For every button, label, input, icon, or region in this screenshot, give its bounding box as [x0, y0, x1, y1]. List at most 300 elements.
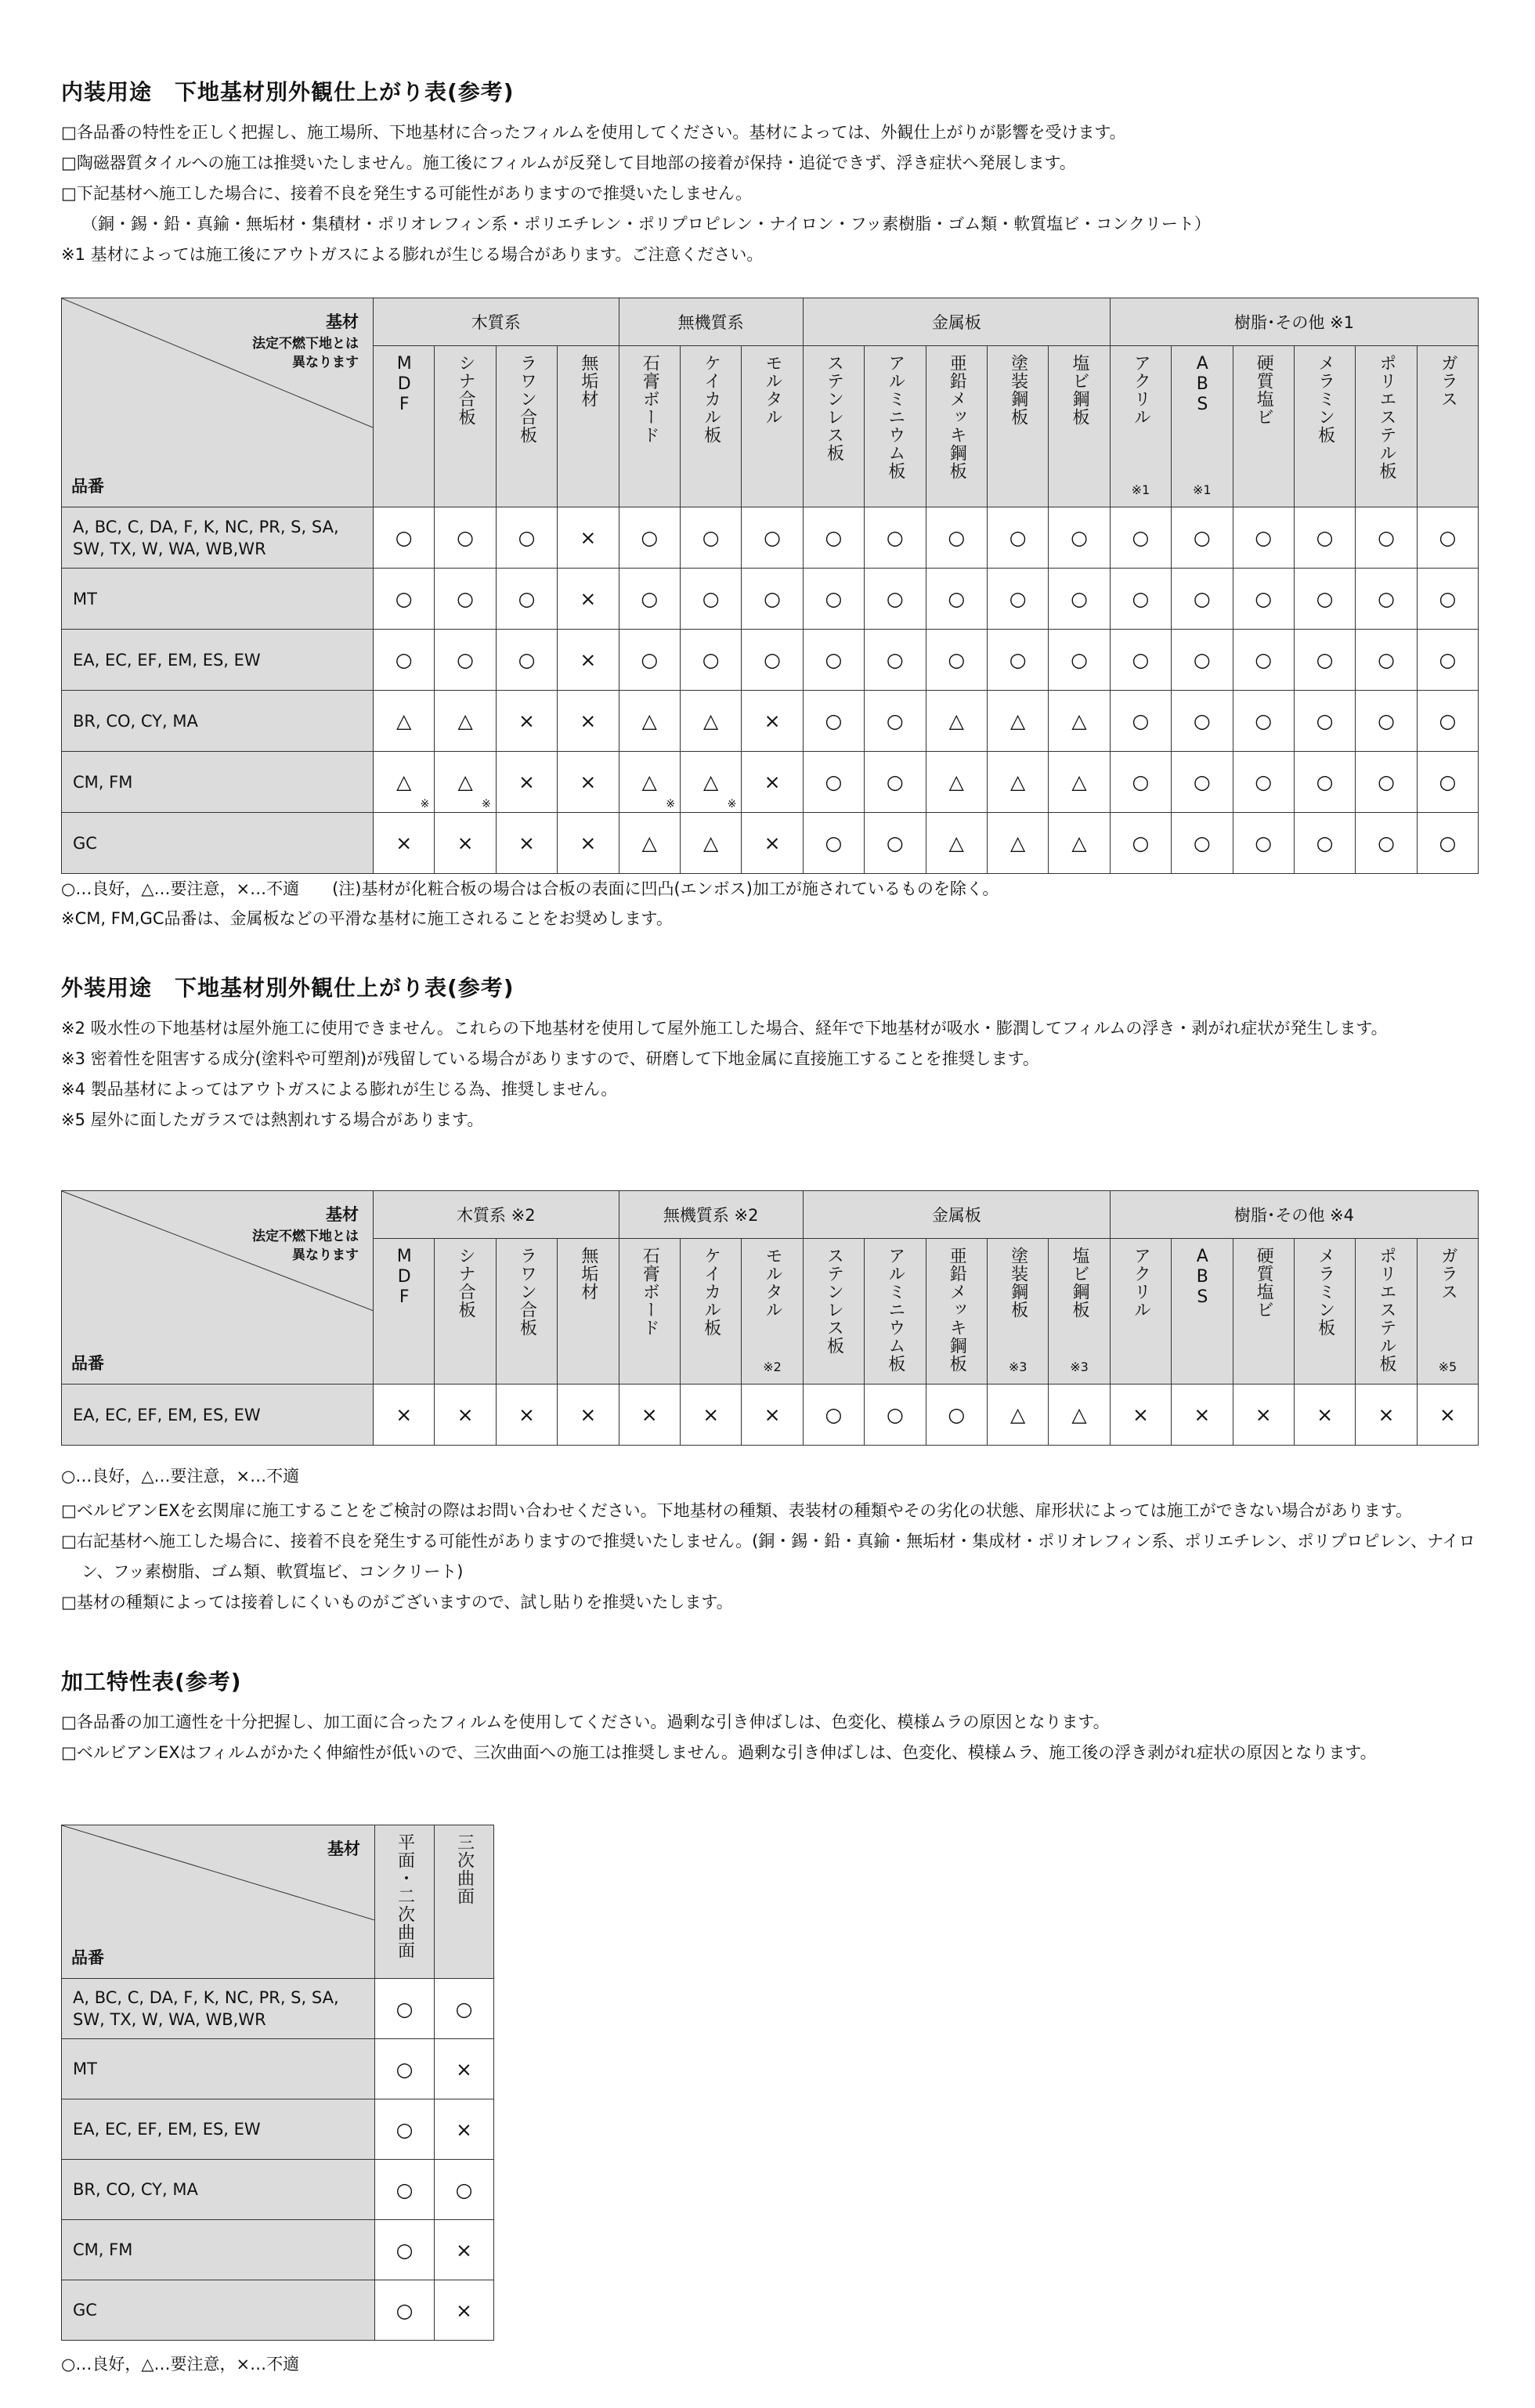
rating-mark: × — [702, 1403, 720, 1426]
rating-cell — [803, 691, 864, 752]
column-label: ポリエステル板 — [1376, 1247, 1396, 1373]
rating-mark: △ — [703, 832, 719, 854]
row-label: GC — [62, 813, 374, 874]
exterior-title: 外装用途 下地基材別外観仕上がり表(参考) — [61, 975, 515, 1001]
corner-cell — [62, 1191, 374, 1385]
column-header — [1172, 1239, 1233, 1385]
rating-mark: ○ — [457, 526, 474, 549]
rating-cell — [558, 752, 619, 813]
rating-mark: ○ — [1132, 709, 1150, 732]
rating-cell — [1356, 752, 1417, 813]
rating-cell — [803, 752, 864, 813]
rating-cell — [1172, 630, 1233, 691]
rating-mark: ○ — [518, 648, 536, 671]
exterior-after-note: □ベルビアンEXを玄関扉に施工することをご検討の際はお問い合わせください。下地基材の種類、表装材の種類やその劣化の状態、扉形状によっては施工ができない場合があります。 — [61, 1501, 1412, 1520]
rating-mark: × — [457, 832, 474, 854]
column-header — [1356, 346, 1417, 507]
rating-cell — [1049, 1385, 1110, 1446]
group-header: 木質系 — [374, 298, 619, 346]
rating-cell — [374, 1385, 435, 1446]
rating-cell — [1110, 1385, 1171, 1446]
rating-cell — [1233, 507, 1294, 569]
rating-cell — [680, 630, 741, 691]
rating-cell — [435, 2220, 494, 2280]
corner-note: 法定不燃下地とは 異なります — [252, 336, 359, 370]
group-header-row — [62, 1191, 1479, 1239]
processing-note: □ベルビアンEXはフィルムがかたく伸縮性が低いので、三次曲面への施工は推奨しません。過剰な引き伸ばしは、色変化、模様ムラ、施工後の浮き剥がれ症状の原因となります。 — [61, 1743, 1377, 1762]
rating-cell — [1417, 813, 1478, 874]
rating-mark: ○ — [1193, 648, 1211, 671]
rating-mark: × — [518, 832, 535, 854]
rating-mark: ○ — [764, 526, 781, 549]
column-label: 硬質塩ビ — [1254, 354, 1274, 426]
row-label: EA, EC, EF, EM, ES, EW — [62, 2099, 375, 2160]
rating-cell — [435, 1979, 494, 2039]
rating-mark: ○ — [764, 648, 781, 671]
column-label: MDF — [394, 1247, 414, 1308]
corner-cell — [62, 1825, 375, 1979]
column-header — [1049, 346, 1110, 507]
row-label: BR, CO, CY, MA — [62, 691, 374, 752]
rating-mark: △ — [1071, 771, 1087, 793]
rating-mark: △ — [1010, 709, 1026, 732]
rating-cell — [619, 1385, 680, 1446]
table-row — [62, 2280, 494, 2341]
rating-cell — [926, 507, 987, 569]
column-label: メラミン板 — [1315, 1247, 1335, 1337]
rating-mark: ○ — [395, 1997, 414, 2020]
rating-mark: △ — [703, 709, 719, 732]
rating-cell — [1049, 507, 1110, 569]
rating-cell — [987, 1385, 1048, 1446]
rating-mark: ○ — [1439, 587, 1457, 610]
rating-mark: ○ — [702, 648, 720, 671]
column-note: ※3 — [1070, 1359, 1089, 1374]
rating-cell — [375, 2280, 435, 2341]
rating-mark: × — [580, 587, 597, 610]
rating-footnote-mark: ※ — [482, 798, 491, 810]
corner-cell — [62, 298, 374, 507]
group-header: 無機質系 ※2 — [619, 1191, 803, 1239]
rating-cell — [435, 813, 496, 874]
rating-cell — [1233, 630, 1294, 691]
rating-cell — [865, 569, 926, 630]
rating-cell — [496, 569, 557, 630]
column-header — [1294, 1239, 1355, 1385]
column-header — [926, 346, 987, 507]
exterior-after-block — [61, 1461, 1486, 1618]
rating-mark: × — [456, 2057, 472, 2081]
rating-mark: ○ — [948, 648, 966, 671]
rating-mark: ○ — [1193, 526, 1211, 549]
rating-mark: ○ — [1193, 587, 1211, 610]
corner-kizai-label: 基材 — [327, 1839, 360, 1858]
rating-footnote-mark: ※ — [666, 798, 675, 810]
column-header — [1417, 346, 1478, 507]
group-header: 金属板 — [803, 298, 1110, 346]
rating-mark: ○ — [1255, 832, 1273, 854]
column-label: MDF — [394, 354, 414, 415]
rating-mark: × — [764, 832, 781, 854]
rating-mark: ○ — [1132, 771, 1150, 793]
column-label: アクリル — [1131, 354, 1151, 426]
rating-mark: × — [518, 1403, 535, 1426]
rating-mark: ○ — [1132, 832, 1150, 854]
column-header-row — [62, 1825, 494, 1979]
rating-cell — [1233, 813, 1294, 874]
rating-mark: ○ — [1009, 648, 1027, 671]
rating-mark: △ — [1071, 832, 1087, 854]
column-header — [496, 1239, 557, 1385]
rating-mark: ○ — [455, 1997, 473, 2020]
rating-cell — [1110, 813, 1171, 874]
column-label: 硬質塩ビ — [1254, 1247, 1274, 1319]
rating-mark: ○ — [825, 648, 843, 671]
group-header: 無機質系 — [619, 298, 803, 346]
exterior-note: ※5 屋外に面したガラスでは熱割れする場合があります。 — [61, 1110, 484, 1129]
interior-legend: ○…良好，△…要注意，×…不適 (注)基材が化粧合板の場合は合板の表面に凹凸(エンボス)加工が施されているものを除く。 — [61, 879, 999, 898]
table-row — [62, 569, 1479, 630]
rating-cell — [1172, 691, 1233, 752]
rating-cell — [865, 752, 926, 813]
processing-legend: ○…良好，△…要注意，×…不適 — [61, 2355, 300, 2374]
rating-cell — [619, 507, 680, 569]
column-label: 無垢材 — [578, 1247, 598, 1301]
rating-mark: ○ — [825, 1403, 843, 1426]
rating-mark: × — [457, 1403, 474, 1426]
rating-cell — [926, 630, 987, 691]
rating-mark: ○ — [825, 771, 843, 793]
rating-mark: ○ — [1316, 648, 1334, 671]
rating-cell — [375, 1979, 435, 2039]
rating-mark: × — [1316, 1403, 1334, 1426]
interior-table — [61, 298, 1479, 874]
rating-cell — [619, 691, 680, 752]
column-note: ※2 — [763, 1359, 782, 1374]
interior-note: ※1 基材によっては施工後にアウトガスによる膨れが生じる場合があります。ご注意ください。 — [61, 245, 764, 264]
rating-cell — [1294, 752, 1355, 813]
column-header — [619, 346, 680, 507]
processing-note: □各品番の加工適性を十分把握し、加工面に合ったフィルムを使用してください。過剰な引き伸ばしは、色変化、模様ムラの原因となります。 — [61, 1713, 1110, 1731]
rating-cell — [619, 569, 680, 630]
corner-kizai-label: 基材 — [326, 1205, 359, 1224]
exterior-after-note: □右記基材へ施工した場合に、接着不良を発生する可能性がありますので推奨いたしません。(銅・錫・鉛・真鍮・無垢材・集成材・ポリオレフィン系、ポリエチレン、ポリプロピレン、ナイロン、フッ素樹脂、ゴム類、軟質塩ビ、コンクリート) — [61, 1532, 1475, 1581]
rating-cell — [803, 1385, 864, 1446]
rating-mark: △ — [948, 832, 964, 854]
rating-mark: ○ — [1316, 587, 1334, 610]
column-header — [435, 346, 496, 507]
rating-mark: ○ — [1193, 832, 1211, 854]
rating-cell — [375, 2039, 435, 2099]
exterior-note: ※3 密着性を阻害する成分(塗料や可塑剤)が残留している場合がありますので、研磨して下地金属に直接施工することを推奨します。 — [61, 1049, 1039, 1068]
rating-mark: ○ — [395, 648, 413, 671]
interior-note: □下記基材へ施工した場合に、接着不良を発生する可能性がありますので推奨いたしません。 — [61, 184, 753, 203]
rating-mark: ○ — [457, 587, 474, 610]
rating-mark: ○ — [1255, 526, 1273, 549]
column-header — [987, 1239, 1048, 1385]
rating-cell — [558, 813, 619, 874]
rating-cell — [987, 507, 1048, 569]
rating-cell — [435, 630, 496, 691]
rating-cell — [803, 507, 864, 569]
rating-mark: ○ — [1071, 587, 1088, 610]
rating-cell — [435, 2039, 494, 2099]
rating-mark: ○ — [518, 587, 536, 610]
column-label: ABS — [1192, 354, 1212, 415]
rating-cell — [374, 691, 435, 752]
rating-cell — [558, 507, 619, 569]
processing-notes — [61, 1707, 1486, 1768]
rating-mark: ○ — [1132, 648, 1150, 671]
rating-mark: ○ — [1193, 709, 1211, 732]
rating-cell — [435, 2160, 494, 2220]
rating-mark: ○ — [948, 587, 966, 610]
corner-hinban-label: 品番 — [71, 1948, 104, 1967]
rating-cell — [435, 2280, 494, 2341]
rating-mark: ○ — [1316, 771, 1334, 793]
row-label: EA, EC, EF, EM, ES, EW — [62, 630, 374, 691]
rating-mark: × — [580, 771, 597, 793]
rating-cell — [374, 813, 435, 874]
rating-cell — [1233, 691, 1294, 752]
rating-cell — [435, 2099, 494, 2160]
rating-mark: △ — [1071, 1403, 1087, 1426]
rating-mark: ○ — [702, 587, 720, 610]
rating-cell — [619, 813, 680, 874]
row-label: CM, FM — [62, 2220, 375, 2280]
exterior-notes — [61, 1013, 1486, 1135]
rating-mark: × — [764, 1403, 781, 1426]
rating-cell — [1110, 752, 1171, 813]
rating-mark: ○ — [1193, 771, 1211, 793]
column-label: ステンレス板 — [824, 354, 844, 462]
rating-mark: ○ — [886, 771, 904, 793]
rating-mark: △ — [1010, 832, 1026, 854]
rating-cell — [865, 1385, 926, 1446]
rating-mark: ○ — [1378, 832, 1395, 854]
rating-mark: ○ — [1255, 587, 1273, 610]
column-label: 亜鉛メッキ鋼板 — [947, 1247, 967, 1373]
rating-footnote-mark: ※ — [727, 798, 737, 810]
rating-cell — [742, 1385, 803, 1446]
rating-mark: ○ — [1009, 526, 1027, 549]
rating-cell — [987, 569, 1048, 630]
column-label: モルタル — [763, 1247, 783, 1319]
rating-mark: ○ — [1255, 648, 1273, 671]
column-label: ケイカル板 — [701, 1247, 721, 1337]
rating-mark: ○ — [395, 2117, 414, 2141]
rating-cell — [374, 630, 435, 691]
rating-cell — [435, 507, 496, 569]
rating-mark: × — [1255, 1403, 1272, 1426]
rating-cell — [374, 507, 435, 569]
rating-mark: × — [518, 709, 535, 732]
rating-mark: × — [580, 709, 597, 732]
rating-cell — [1294, 813, 1355, 874]
interior-title: 内装用途 下地基材別外観仕上がり表(参考) — [61, 79, 515, 105]
rating-cell — [742, 813, 803, 874]
rating-mark: ○ — [1316, 709, 1334, 732]
rating-cell — [680, 813, 741, 874]
processing-title: 加工特性表(参考) — [61, 1669, 242, 1695]
rating-cell — [374, 752, 435, 813]
row-label: MT — [62, 569, 374, 630]
group-header: 木質系 ※2 — [374, 1191, 619, 1239]
interior-section — [61, 75, 1486, 270]
rating-mark: ○ — [1255, 709, 1273, 732]
interior-legend-note: ※CM, FM,GC品番は、金属板などの平滑な基材に施工されることをお奨めします。 — [61, 909, 673, 928]
column-header — [803, 1239, 864, 1385]
rating-cell — [865, 813, 926, 874]
rating-cell — [1294, 1385, 1355, 1446]
column-label: 塩ビ鋼板 — [1070, 354, 1090, 426]
rating-mark: ○ — [1439, 771, 1457, 793]
column-header — [1356, 1239, 1417, 1385]
exterior-note: ※2 吸水性の下地基材は屋外施工に使用できません。これらの下地基材を使用して屋外施工した場合、経年で下地基材が吸水・膨潤してフィルムの浮き・剥がれ症状が発生します。 — [61, 1019, 1388, 1038]
rating-cell — [1417, 691, 1478, 752]
rating-mark: × — [580, 832, 597, 854]
row-label: A, BC, C, DA, F, K, NC, PR, S, SA, SW, TX, W, WA, WB,WR — [62, 507, 374, 569]
rating-mark: ○ — [1071, 526, 1088, 549]
rating-cell — [619, 630, 680, 691]
rating-cell — [435, 752, 496, 813]
rating-cell — [680, 569, 741, 630]
column-label: アルミニウム板 — [885, 354, 905, 480]
rating-mark: ○ — [886, 832, 904, 854]
rating-cell — [496, 507, 557, 569]
column-note: ※1 — [1131, 482, 1150, 497]
rating-mark: △ — [1071, 709, 1087, 732]
exterior-note: ※4 製品基材によってはアウトガスによる膨れが生じる為、推奨しません。 — [61, 1080, 618, 1099]
column-header — [742, 346, 803, 507]
rating-mark: ○ — [886, 648, 904, 671]
rating-cell — [1417, 1385, 1478, 1446]
rating-mark: ○ — [702, 526, 720, 549]
table-row — [62, 691, 1479, 752]
column-label: 三次曲面 — [454, 1833, 475, 1905]
column-header — [1110, 346, 1171, 507]
rating-cell — [987, 813, 1048, 874]
interior-legend-block — [61, 874, 1486, 933]
table-row — [62, 813, 1479, 874]
rating-mark: △ — [641, 832, 657, 854]
rating-mark: × — [764, 709, 781, 732]
row-label: EA, EC, EF, EM, ES, EW — [62, 1385, 374, 1446]
rating-mark: × — [1132, 1403, 1149, 1426]
rating-cell — [374, 569, 435, 630]
rating-cell — [1356, 569, 1417, 630]
group-header-row — [62, 298, 1479, 346]
rating-cell — [926, 691, 987, 752]
table-row — [62, 2099, 494, 2160]
rating-cell — [496, 752, 557, 813]
rating-mark: × — [456, 2298, 472, 2322]
rating-mark: ○ — [886, 587, 904, 610]
column-header — [1233, 1239, 1294, 1385]
rating-cell — [375, 2099, 435, 2160]
rating-mark: △ — [703, 771, 719, 793]
rating-cell — [1294, 630, 1355, 691]
rating-mark: × — [764, 771, 781, 793]
rating-cell — [1049, 752, 1110, 813]
column-label: 無垢材 — [578, 354, 598, 408]
column-header — [435, 1239, 496, 1385]
corner-note: 法定不燃下地とは 異なります — [252, 1229, 359, 1263]
rating-cell — [742, 630, 803, 691]
rating-cell — [926, 569, 987, 630]
rating-mark: ○ — [1378, 526, 1395, 549]
rating-mark: ○ — [825, 587, 843, 610]
rating-cell — [496, 1385, 557, 1446]
column-header — [742, 1239, 803, 1385]
rating-cell — [742, 691, 803, 752]
rating-mark: △ — [641, 771, 657, 793]
rating-mark: △ — [948, 709, 964, 732]
rating-mark: × — [641, 1403, 658, 1426]
table-row — [62, 1385, 1479, 1446]
rating-cell — [987, 752, 1048, 813]
column-header — [1233, 346, 1294, 507]
column-header — [803, 346, 864, 507]
interior-note: □各品番の特性を正しく把握し、施工場所、下地基材に合ったフィルムを使用してください。基材によっては、外観仕上がりが影響を受けます。 — [61, 123, 1126, 142]
exterior-legend: ○…良好，△…要注意，×…不適 — [61, 1467, 300, 1486]
rating-cell — [865, 507, 926, 569]
rating-cell — [803, 569, 864, 630]
rating-mark: × — [580, 1403, 597, 1426]
rating-cell — [496, 691, 557, 752]
rating-cell — [1233, 569, 1294, 630]
column-label: ステンレス板 — [824, 1247, 844, 1355]
column-header — [865, 1239, 926, 1385]
rating-mark: ○ — [948, 526, 966, 549]
column-header — [375, 1825, 435, 1979]
rating-mark: ○ — [948, 1403, 966, 1426]
column-label: ポリエステル板 — [1376, 354, 1396, 480]
rating-mark: × — [1378, 1403, 1395, 1426]
table-row — [62, 2160, 494, 2220]
rating-cell — [1294, 691, 1355, 752]
rating-mark: ○ — [825, 526, 843, 549]
rating-cell — [742, 507, 803, 569]
rating-mark: △ — [396, 771, 412, 793]
column-header — [1294, 346, 1355, 507]
exterior-section — [61, 971, 1486, 1135]
rating-mark: △ — [1010, 1403, 1026, 1426]
column-header — [1049, 1239, 1110, 1385]
rating-cell — [496, 630, 557, 691]
rating-mark: ○ — [1132, 526, 1150, 549]
rating-mark: ○ — [395, 2057, 414, 2081]
row-label: CM, FM — [62, 752, 374, 813]
rating-mark: ○ — [1439, 832, 1457, 854]
rating-mark: ○ — [1378, 648, 1395, 671]
rating-mark: ○ — [886, 709, 904, 732]
column-header — [619, 1239, 680, 1385]
rating-mark: ○ — [1439, 648, 1457, 671]
rating-mark: × — [1194, 1403, 1211, 1426]
rating-mark: × — [580, 648, 597, 671]
column-label: アクリル — [1131, 1247, 1151, 1319]
row-label: BR, CO, CY, MA — [62, 2160, 375, 2220]
column-header — [680, 1239, 741, 1385]
corner-hinban-label: 品番 — [71, 1354, 104, 1373]
rating-cell — [1233, 752, 1294, 813]
rating-cell — [1417, 752, 1478, 813]
rating-cell — [435, 691, 496, 752]
processing-table — [61, 1825, 494, 2341]
rating-cell — [926, 1385, 987, 1446]
rating-cell — [1049, 813, 1110, 874]
